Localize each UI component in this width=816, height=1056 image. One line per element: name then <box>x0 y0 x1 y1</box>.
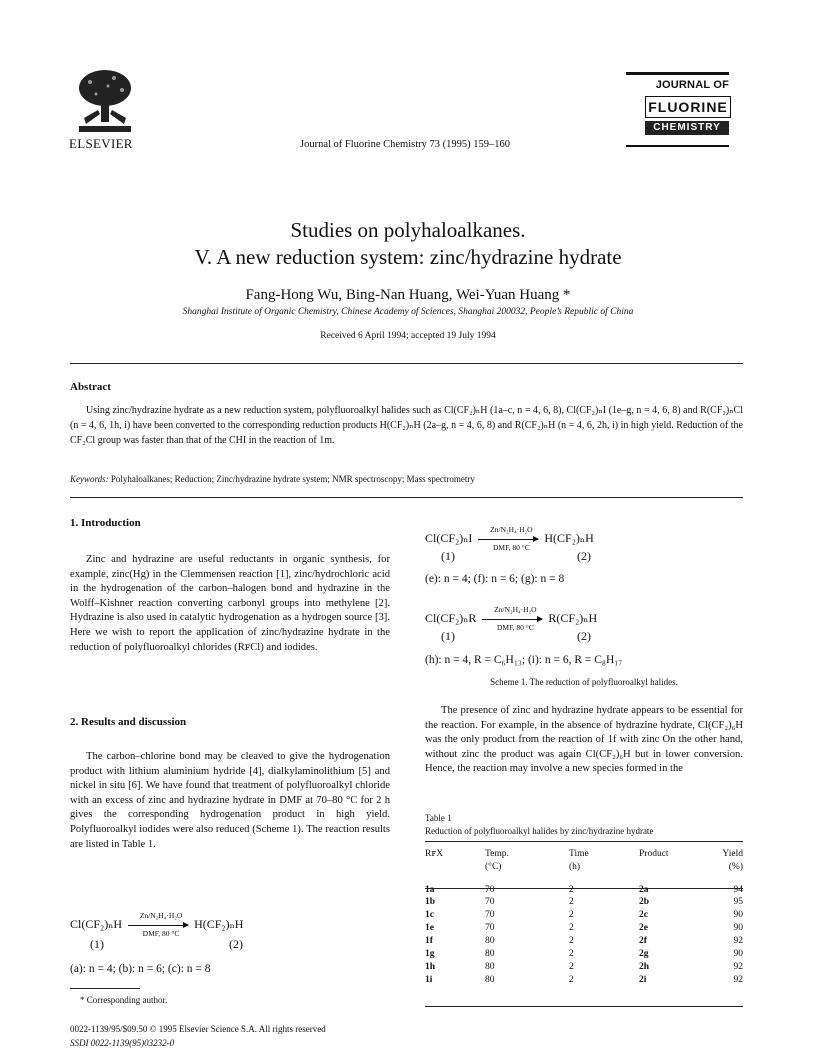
title-line-1: Studies on polyhaloalkanes. <box>290 218 526 242</box>
table-cell: 2i <box>639 974 647 985</box>
table-cell: 2 <box>569 935 574 946</box>
compound-number: (1) <box>90 937 104 951</box>
compound-number: (1) <box>441 549 455 563</box>
compound-number: (2) <box>577 549 591 563</box>
table-cell: 2e <box>639 922 648 933</box>
table-label: Table 1 <box>425 813 452 823</box>
table-cell: 1f <box>425 935 433 946</box>
col-unit: (°C) <box>485 861 502 872</box>
table-cell: 92 <box>733 961 743 972</box>
equation-efg <box>425 524 594 552</box>
logo-chemistry: CHEMISTRY <box>645 121 729 135</box>
conditions-efg: (e): n = 4; (f): n = 6; (g): n = 8 <box>425 573 565 585</box>
affiliation: Shanghai Institute of Organic Chemistry, Chinese Academy of Sciences, Shanghai 200032, People’s Republic of China <box>182 307 634 317</box>
table-cell: 2 <box>569 922 574 933</box>
compound-number: (1) <box>441 629 455 643</box>
authors: Fang-Hong Wu, Bing-Nan Huang, Wei-Yuan Huang * <box>245 287 571 303</box>
journal-logo <box>626 79 729 147</box>
table-row <box>425 895 743 908</box>
abstract-heading: Abstract <box>70 381 111 393</box>
table-caption: Reduction of polyfluoroalkyl halides by zinc/hydrazine hydrate <box>425 826 654 836</box>
discussion-text: The presence of zinc and hydrazine hydrate appears to be essential for the reaction. For example, in the absence of hydrazine hydrate, Cl(CF₂)₆H was the only product from the reaction of 1f with zinc On the other hand, without zinc the product was again Cl(CF₂)₆H but in lower conversion. Hence, the reaction may involve a new species formed in the <box>425 705 743 775</box>
table-cell: 2b <box>639 896 650 907</box>
conditions-abc: (a): n = 4; (b): n = 6; (c): n = 8 <box>70 963 211 975</box>
table-cell: 2h <box>639 961 650 972</box>
divider-bottom <box>70 497 743 498</box>
results-heading: 2. Results and discussion <box>70 716 187 728</box>
reactant: Cl(CF₂)ₙH <box>70 917 123 931</box>
journal-citation: Journal of Fluorine Chemistry 73 (1995) 159–160 <box>300 139 510 150</box>
equation-hi <box>425 604 598 632</box>
intro-heading: 1. Introduction <box>70 517 141 529</box>
reaction-arrow <box>128 910 188 938</box>
table-cell: 94 <box>733 885 743 895</box>
reaction-arrow <box>478 524 538 552</box>
reagent-below: DMF, 80 °C <box>492 542 530 552</box>
reagent-below: DMF, 80 °C <box>142 928 180 938</box>
product: H(CF₂)ₙH <box>544 531 594 545</box>
table-rule-bottom <box>425 1006 743 1007</box>
table-row <box>425 934 743 947</box>
col-header: RꜰX <box>425 849 444 859</box>
table-cell: 80 <box>485 948 495 959</box>
table-cell: 2 <box>569 896 574 907</box>
equation-abc <box>70 910 244 938</box>
results-text: The carbon–chlorine bond may be cleaved to give the hydrogenation product with lithium aluminium hydride [4], dialkylaminolithium [5] and nickel in situ [6]. We have found that treatment of polyfluoroalkyl chloride with an excess of zinc and hydrazine hydrate in DMF at 70–80 °C for 2 h gives the corresponding hydrogenation product in high yield. Polyfluoroalkyl iodides were also reduced (Scheme 1). The reaction results are listed in Table 1. <box>70 751 390 850</box>
divider-top <box>70 363 743 364</box>
reagent-above: Zn/N₂H₄·H₂O <box>139 910 183 920</box>
logo-journal-of: JOURNAL OF <box>655 79 729 91</box>
title-line-2: V. A new reduction system: zinc/hydrazine hydrate <box>194 245 622 269</box>
table-row <box>425 973 743 986</box>
table-cell: 90 <box>733 922 743 933</box>
footnote-rule <box>70 988 140 989</box>
product: R(CF₂)ₙH <box>548 611 598 625</box>
logo-rule-top <box>626 72 729 75</box>
table-cell: 2 <box>569 948 574 959</box>
table-cell: 92 <box>733 935 743 946</box>
keywords <box>70 474 743 484</box>
table-cell: 90 <box>733 948 743 959</box>
logo-fluorine: FLUORINE <box>645 96 731 118</box>
received-dates: Received 6 April 1994; accepted 19 July 1994 <box>320 331 496 341</box>
copyright-line-1: 0022-1139/95/$09.50 © 1995 Elsevier Science S.A. All rights reserved <box>70 1024 326 1034</box>
reactant: Cl(CF₂)ₙR <box>425 611 477 625</box>
elsevier-tree-logo <box>74 68 136 132</box>
table-cell: 2g <box>639 948 649 959</box>
footnote: * Corresponding author. <box>80 995 168 1005</box>
col-unit <box>425 860 485 873</box>
table-cell: 1c <box>425 909 434 920</box>
table-cell: 1e <box>425 922 434 933</box>
col-unit: (%) <box>728 861 743 872</box>
table-units-row <box>425 860 743 873</box>
table-cell: 2 <box>569 885 574 895</box>
copyright-line-2: SSDI 0022-1139(95)03232-0 <box>70 1038 175 1048</box>
table-cell: 2a <box>639 885 649 895</box>
reagent-above: Zn/N₂H₄·H₂O <box>490 524 533 534</box>
reagent-below: DMF, 80 °C <box>496 622 534 632</box>
reactant: Cl(CF₂)ₙI <box>425 531 473 545</box>
table-header-row <box>425 847 743 860</box>
table-cell: 70 <box>485 896 495 907</box>
table-row <box>425 947 743 960</box>
table-cell: 80 <box>485 935 495 946</box>
table-cell: 70 <box>485 885 495 895</box>
scheme-caption: Scheme 1. The reduction of polyfluoroalkyl halides. <box>490 677 678 687</box>
col-header: Time <box>569 848 589 859</box>
table-row <box>425 908 743 921</box>
col-unit <box>639 860 705 873</box>
data-table <box>425 847 743 986</box>
table-cell: 80 <box>485 961 495 972</box>
table-cell: 1h <box>425 961 436 972</box>
table-cell: 2f <box>639 935 647 946</box>
table-cell: 80 <box>485 974 495 985</box>
table-rule-mid <box>425 888 743 889</box>
keywords-text: Polyhaloalkanes; Reduction; Zinc/hydrazine hydrate system; NMR spectroscopy; Mass spectrometry <box>108 474 475 484</box>
logo-rule-bottom <box>626 145 729 147</box>
table-cell: 92 <box>733 974 743 985</box>
col-header: Product <box>639 848 669 859</box>
intro-text: Zinc and hydrazine are useful reductants in organic synthesis, for example, zinc(Hg) in the Clemmensen reaction [1], zinc/hydrochloric acid in the hydrogenation of the carbon–halogen bond and hydrazine in the Wolff–Kishner reaction converting carbonyl groups into methylene [2]. Hydrazine is also used in catalytic hydrogenation as a hydrogen source [3]. Here we wish to report the application of zinc/hydrazine hydrate in the reduction of polyfluoroalkyl chlorides (RꜰCl) and iodides. <box>70 554 390 653</box>
keywords-label: Keywords: <box>70 474 109 484</box>
table-cell: 70 <box>485 909 495 920</box>
reagent-above: Zn/N₂H₄·H₂O <box>494 604 537 614</box>
table-cell: 1b <box>425 896 436 907</box>
table-row <box>425 960 743 973</box>
table-cell: 95 <box>733 896 743 907</box>
col-header: Yield <box>722 848 743 859</box>
reaction-arrow <box>482 604 542 632</box>
table-row <box>425 921 743 934</box>
compound-number: (2) <box>229 937 243 951</box>
table-rule-top <box>425 841 743 842</box>
col-unit: (h) <box>569 861 581 872</box>
publisher-name: ELSEVIER <box>69 136 133 151</box>
table-cell: 70 <box>485 922 495 933</box>
table-cell: 90 <box>733 909 743 920</box>
table-cell: 1i <box>425 974 433 985</box>
table-cell: 1a <box>425 885 435 895</box>
table-cell: 1g <box>425 948 435 959</box>
col-header: Temp. <box>485 848 509 859</box>
conditions-hi: (h): n = 4, R = C₆H₁₃; (i): n = 6, R = C₈H₁₇ <box>425 654 623 666</box>
table-cell: 2 <box>569 909 574 920</box>
table-cell: 2c <box>639 909 648 920</box>
table-row <box>425 873 743 895</box>
table-cell: 2 <box>569 974 574 985</box>
product: H(CF₂)ₙH <box>194 917 244 931</box>
abstract-text: Using zinc/hydrazine hydrate as a new reduction system, polyfluoroalkyl halides such as Cl(CF₂)ₙH (1a–c, n = 4, 6, 8), Cl(CF₂)ₙI (1e–g, n = 4, 6, 8) and R(CF₂)ₙCl (n = 4, 6, 1h, i) have been converted to the corresponding reduction products H(CF₂)ₙH (2a–g, n = 4, 6, 8) and R(CF₂)ₙH (n = 4, 6, 2h, i) in high yield. Reduction of the CF₂Cl group was faster than that of the CHI in the reaction of 1m. <box>70 405 743 446</box>
compound-number: (2) <box>577 629 591 643</box>
table-cell: 2 <box>569 961 574 972</box>
